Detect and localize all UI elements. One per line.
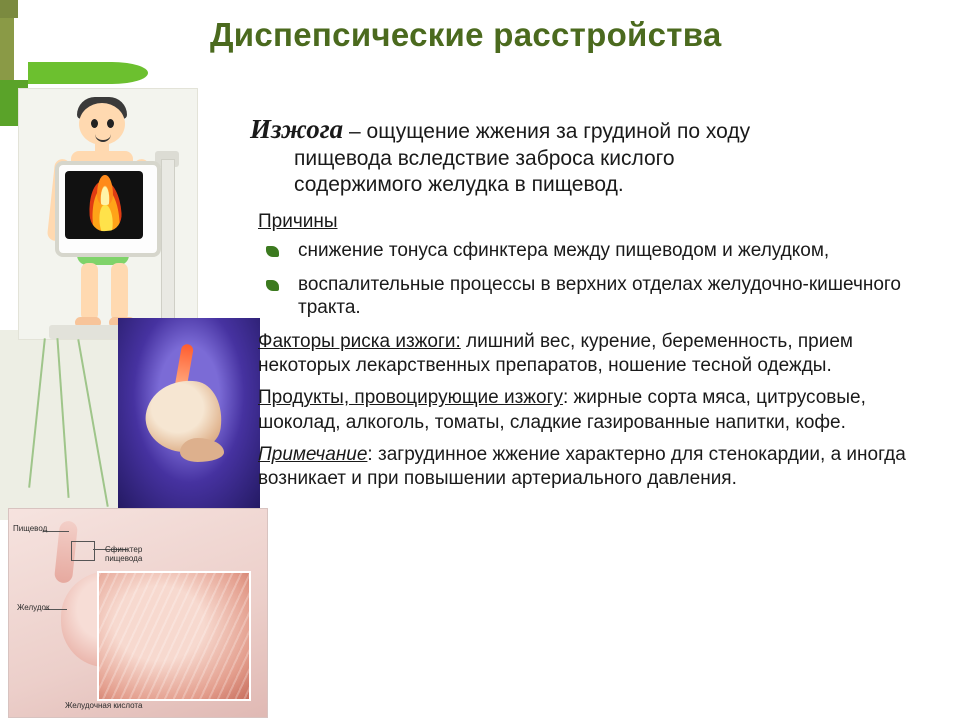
note-text: : загрудинное жжение характерно для стенокардии, а иногда возникает и при повышении артериального давления.	[258, 443, 906, 489]
anatomy-label-esophagus: Пищевод	[13, 524, 48, 533]
decor-pale-panel	[0, 330, 120, 520]
causes-heading: Причины	[258, 210, 338, 232]
definition-line-1: ощущение жжения за грудиной по ходу	[366, 120, 751, 143]
list-item	[258, 273, 950, 321]
flame-inner-icon	[97, 175, 113, 205]
definition-block	[250, 112, 950, 199]
anatomy-label-acid: Желудочная кислота	[65, 701, 143, 710]
definition-term: Изжога	[250, 114, 344, 144]
causes-list	[250, 239, 950, 320]
bullet-square-icon	[266, 280, 279, 291]
trigger-foods-paragraph	[258, 386, 950, 434]
risk-factors-paragraph	[258, 330, 950, 378]
stand-pole-icon	[161, 159, 175, 340]
decor-swoosh-green	[28, 62, 148, 84]
cartoon-eye-right	[107, 119, 114, 128]
anatomy-stomach-diagram-image	[8, 508, 268, 718]
note-paragraph	[258, 443, 950, 491]
definition-dash: –	[343, 120, 367, 143]
anatomy-label-stomach: Желудок	[17, 603, 50, 612]
anatomy-inset-texture	[99, 573, 249, 699]
anatomy-inset-closeup	[97, 571, 251, 701]
cartoon-leg-right	[111, 263, 128, 321]
risk-factors-label: Факторы риска изжоги:	[258, 331, 461, 353]
slide-content	[250, 112, 950, 499]
causes-item-text: снижение тонуса сфинктера между пищеводом и желудком,	[298, 239, 830, 261]
mri-stomach-scan-image	[118, 318, 260, 508]
cartoon-man-heartburn-xray-image	[18, 88, 198, 340]
causes-item-text: воспалительные процессы в верхних отделах желудочно-кишечного тракта.	[298, 273, 901, 319]
list-item	[258, 239, 950, 263]
cartoon-eye-left	[91, 119, 98, 128]
trigger-foods-text: : жирные сорта мяса, цитрусовые, шоколад, алкоголь, томаты, сладкие газированные напитки, кофе.	[258, 387, 866, 433]
decor-bar-olive-top	[0, 0, 18, 18]
page-title: Диспепсические расстройства	[210, 16, 722, 53]
trigger-foods-label: Продукты, провоцирующие изжогу	[258, 387, 563, 409]
anatomy-zoom-box	[71, 541, 95, 561]
bullet-square-icon	[266, 246, 279, 257]
risk-factors-text: лишний вес, курение, беременность, прием некоторых лекарственных препаратов, ношение тесной одежды.	[258, 331, 853, 377]
definition-line-2: пищевода вследствие заброса кислого	[294, 147, 675, 171]
note-label: Примечание	[258, 443, 368, 465]
cartoon-leg-left	[81, 263, 98, 321]
anatomy-label-sphincter: Сфинктер пищевода	[105, 545, 143, 563]
definition-line-3: содержимого желудка в пищевод.	[294, 173, 624, 197]
decor-bar-olive	[0, 18, 14, 80]
